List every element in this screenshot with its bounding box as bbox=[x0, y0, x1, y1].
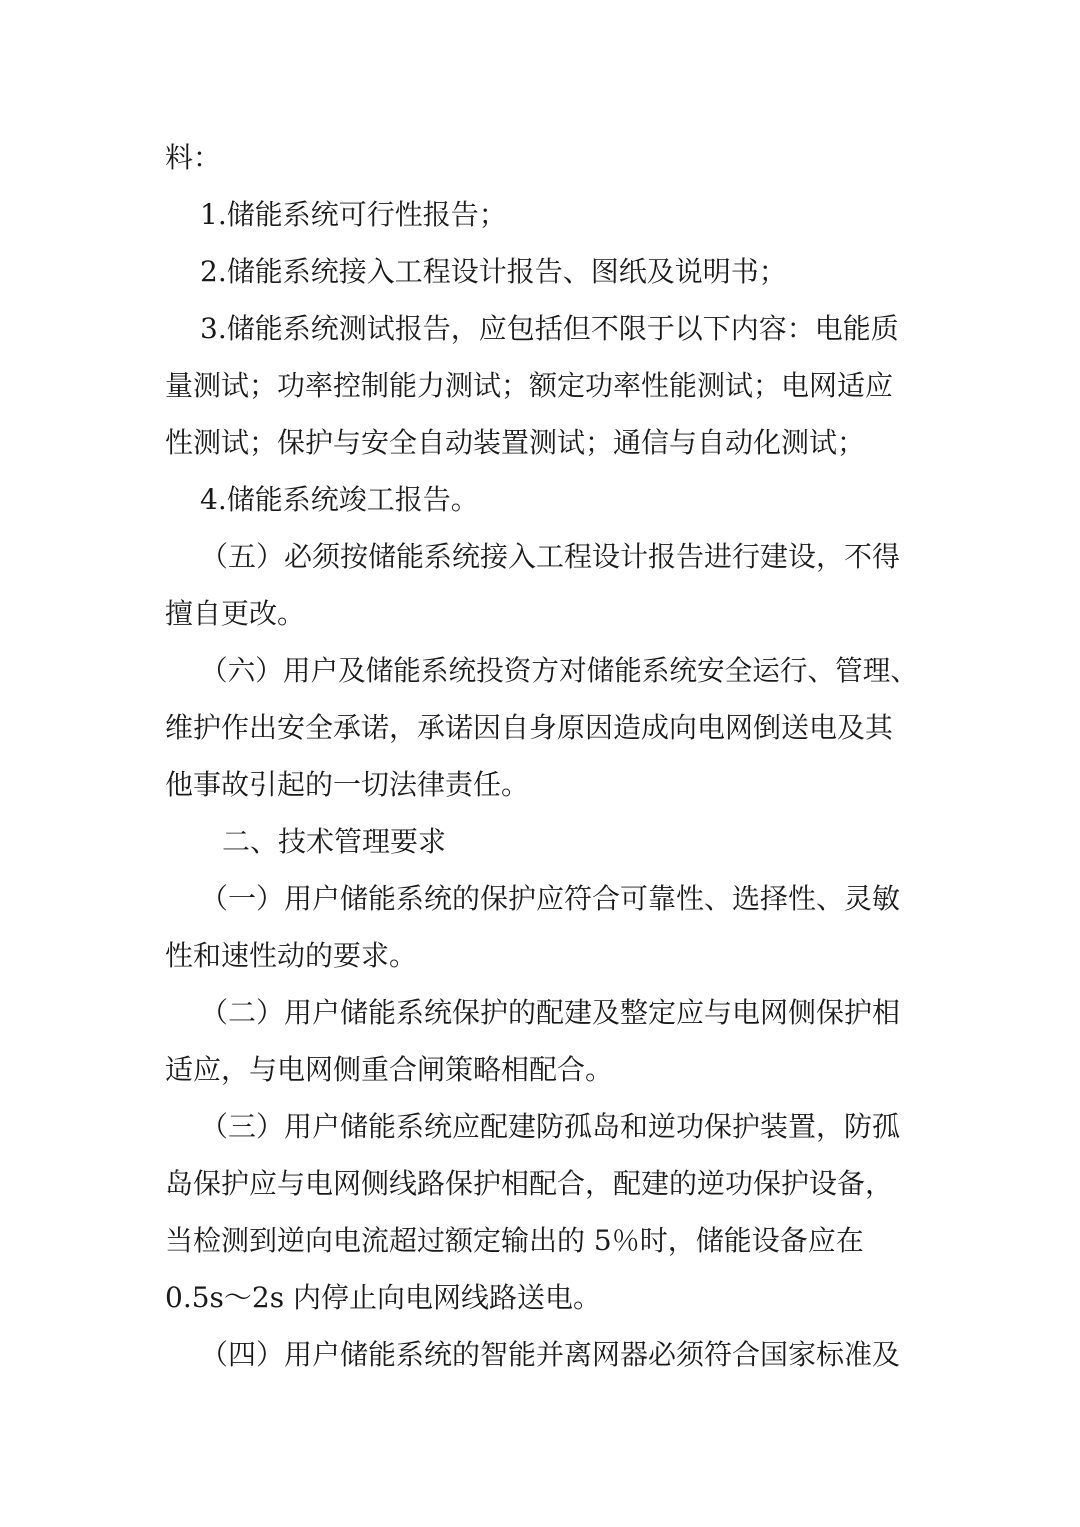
list-item-1: 1.储能系统可行性报告； bbox=[200, 198, 507, 231]
text-line: 性测试；保护与安全自动装置测试；通信与自动化测试； bbox=[165, 426, 866, 459]
clause-4: （四）用户储能系统的智能并离网器必须符合国家标准及 bbox=[200, 1338, 901, 1371]
text-line: 料： bbox=[165, 141, 222, 174]
clause-3: （三）用户储能系统应配建防孤岛和逆功保护装置，防孤 bbox=[200, 1110, 901, 1143]
text-line: 擅自更改。 bbox=[165, 597, 306, 630]
text-line: 岛保护应与电网侧线路保护相配合，配建的逆功保护设备， bbox=[165, 1167, 894, 1200]
list-item-4: 4.储能系统竣工报告。 bbox=[200, 483, 479, 516]
text-line: 0.5s～2s 内停止向电网线路送电。 bbox=[165, 1281, 601, 1314]
text-line: 适应，与电网侧重合闸策略相配合。 bbox=[165, 1053, 614, 1086]
clause-6: （六）用户及储能系统投资方对储能系统安全运行、管理、 bbox=[200, 654, 918, 687]
text-line: 维护作出安全承诺，承诺因自身原因造成向电网倒送电及其 bbox=[165, 711, 894, 744]
text-line: 当检测到逆向电流超过额定输出的 5％时，储能设备应在 bbox=[165, 1224, 864, 1257]
list-item-3: 3.储能系统测试报告，应包括但不限于以下内容：电能质 bbox=[200, 312, 899, 345]
text-line: 量测试；功率控制能力测试；额定功率性能测试；电网适应 bbox=[165, 369, 894, 402]
list-item-2: 2.储能系统接入工程设计报告、图纸及说明书； bbox=[200, 255, 787, 288]
clause-5: （五）必须按储能系统接入工程设计报告进行建设，不得 bbox=[200, 540, 901, 573]
section-heading: 二、技术管理要求 bbox=[222, 825, 447, 858]
text-line: 他事故引起的一切法律责任。 bbox=[165, 768, 530, 801]
text-line: 性和速性动的要求。 bbox=[165, 939, 418, 972]
clause-2: （二）用户储能系统保护的配建及整定应与电网侧保护相 bbox=[200, 996, 901, 1029]
clause-1: （一）用户储能系统的保护应符合可靠性、选择性、灵敏 bbox=[200, 882, 901, 915]
